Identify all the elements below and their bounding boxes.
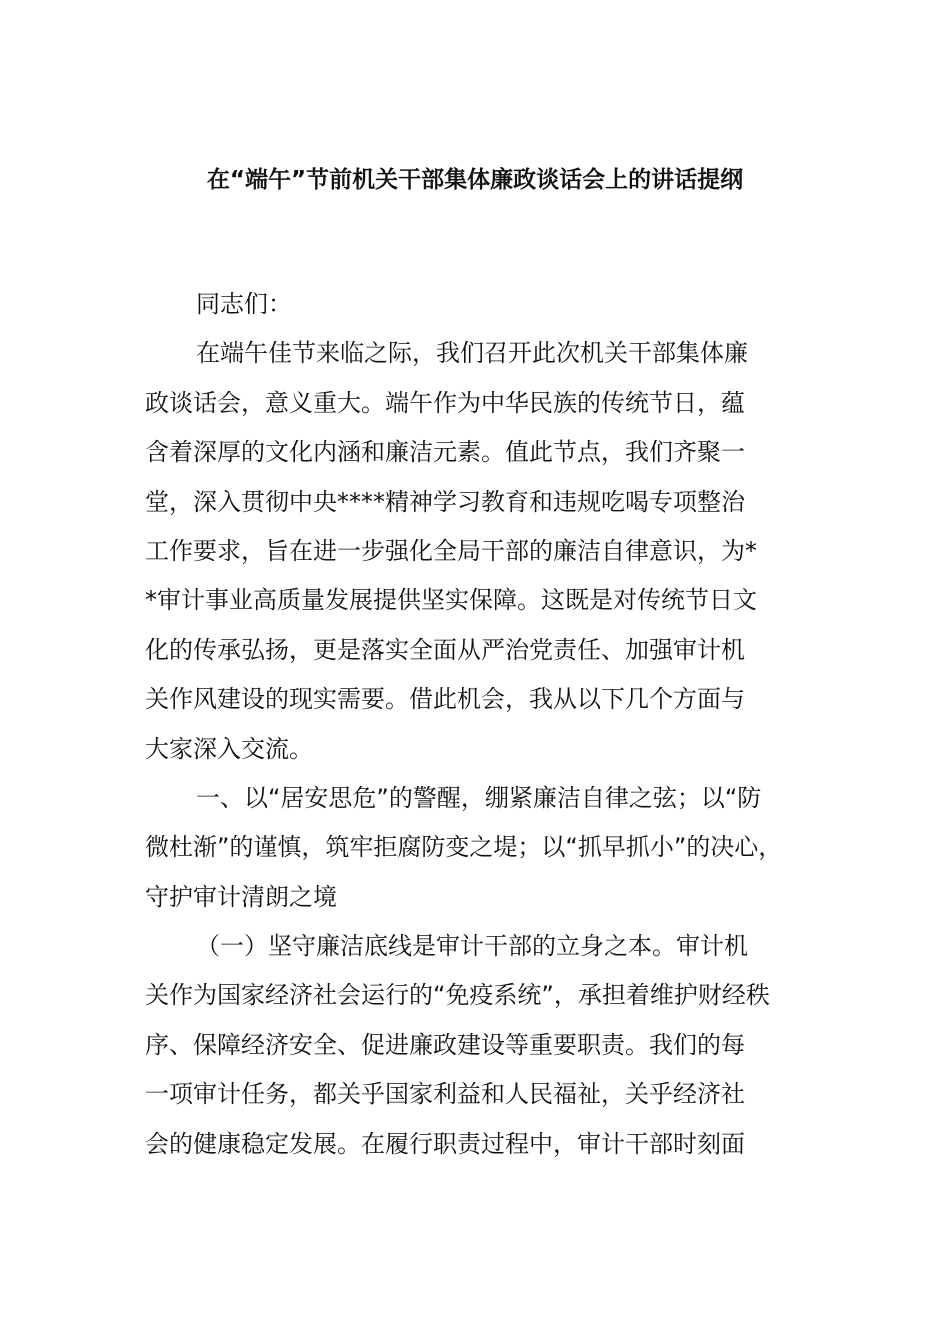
paragraph-line: 一项审计任务，都关乎国家利益和人民福祉，关乎经济社 <box>145 1080 745 1109</box>
section-heading-line: 守护审计清朗之境 <box>145 882 337 911</box>
paragraph-line: 政谈话会，意义重大。端午作为中华民族的传统节日，蕴 <box>145 388 745 417</box>
paragraph-line: 大家深入交流。 <box>145 734 313 763</box>
paragraph-line: 工作要求，旨在进一步强化全局干部的廉洁自律意识，为* <box>145 536 757 565</box>
paragraph-line: 会的健康稳定发展。在履行职责过程中，审计干部时刻面 <box>145 1129 745 1158</box>
document-title: 在“端午”节前机关干部集体廉政谈话会上的讲话提纲 <box>206 167 744 193</box>
section-heading-line: 微杜渐”的谨慎，筑牢拒腐防变之堤；以“抓早抓小”的决心， <box>145 833 783 862</box>
paragraph-line: （一）坚守廉洁底线是审计干部的立身之本。审计机 <box>196 932 748 961</box>
paragraph-line: 关作风建设的现实需要。借此机会，我从以下几个方面与 <box>145 685 745 714</box>
paragraph-line: 在端午佳节来临之际，我们召开此次机关干部集体廉 <box>196 339 748 368</box>
paragraph-line: 关作为国家经济社会运行的“免疫系统”，承担着维护财经秩 <box>145 981 770 1010</box>
paragraph-line: *审计事业高质量发展提供坚实保障。这既是对传统节日文 <box>145 586 757 615</box>
paragraph-line: 化的传承弘扬，更是落实全面从严治党责任、加强审计机 <box>145 635 745 664</box>
paragraph-line: 序、保障经济安全、促进廉政建设等重要职责。我们的每 <box>145 1030 745 1059</box>
section-heading-line: 一、以“居安思危”的警醒，绷紧廉洁自律之弦；以“防 <box>196 783 762 812</box>
document-body <box>145 280 820 1169</box>
salutation-line: 同志们： <box>196 290 292 318</box>
paragraph-line: 含着深厚的文化内涵和廉洁元素。值此节点，我们齐聚一 <box>145 438 745 467</box>
paragraph-line: 堂，深入贯彻中央****精神学习教育和违规吃喝专项整治 <box>145 487 745 516</box>
